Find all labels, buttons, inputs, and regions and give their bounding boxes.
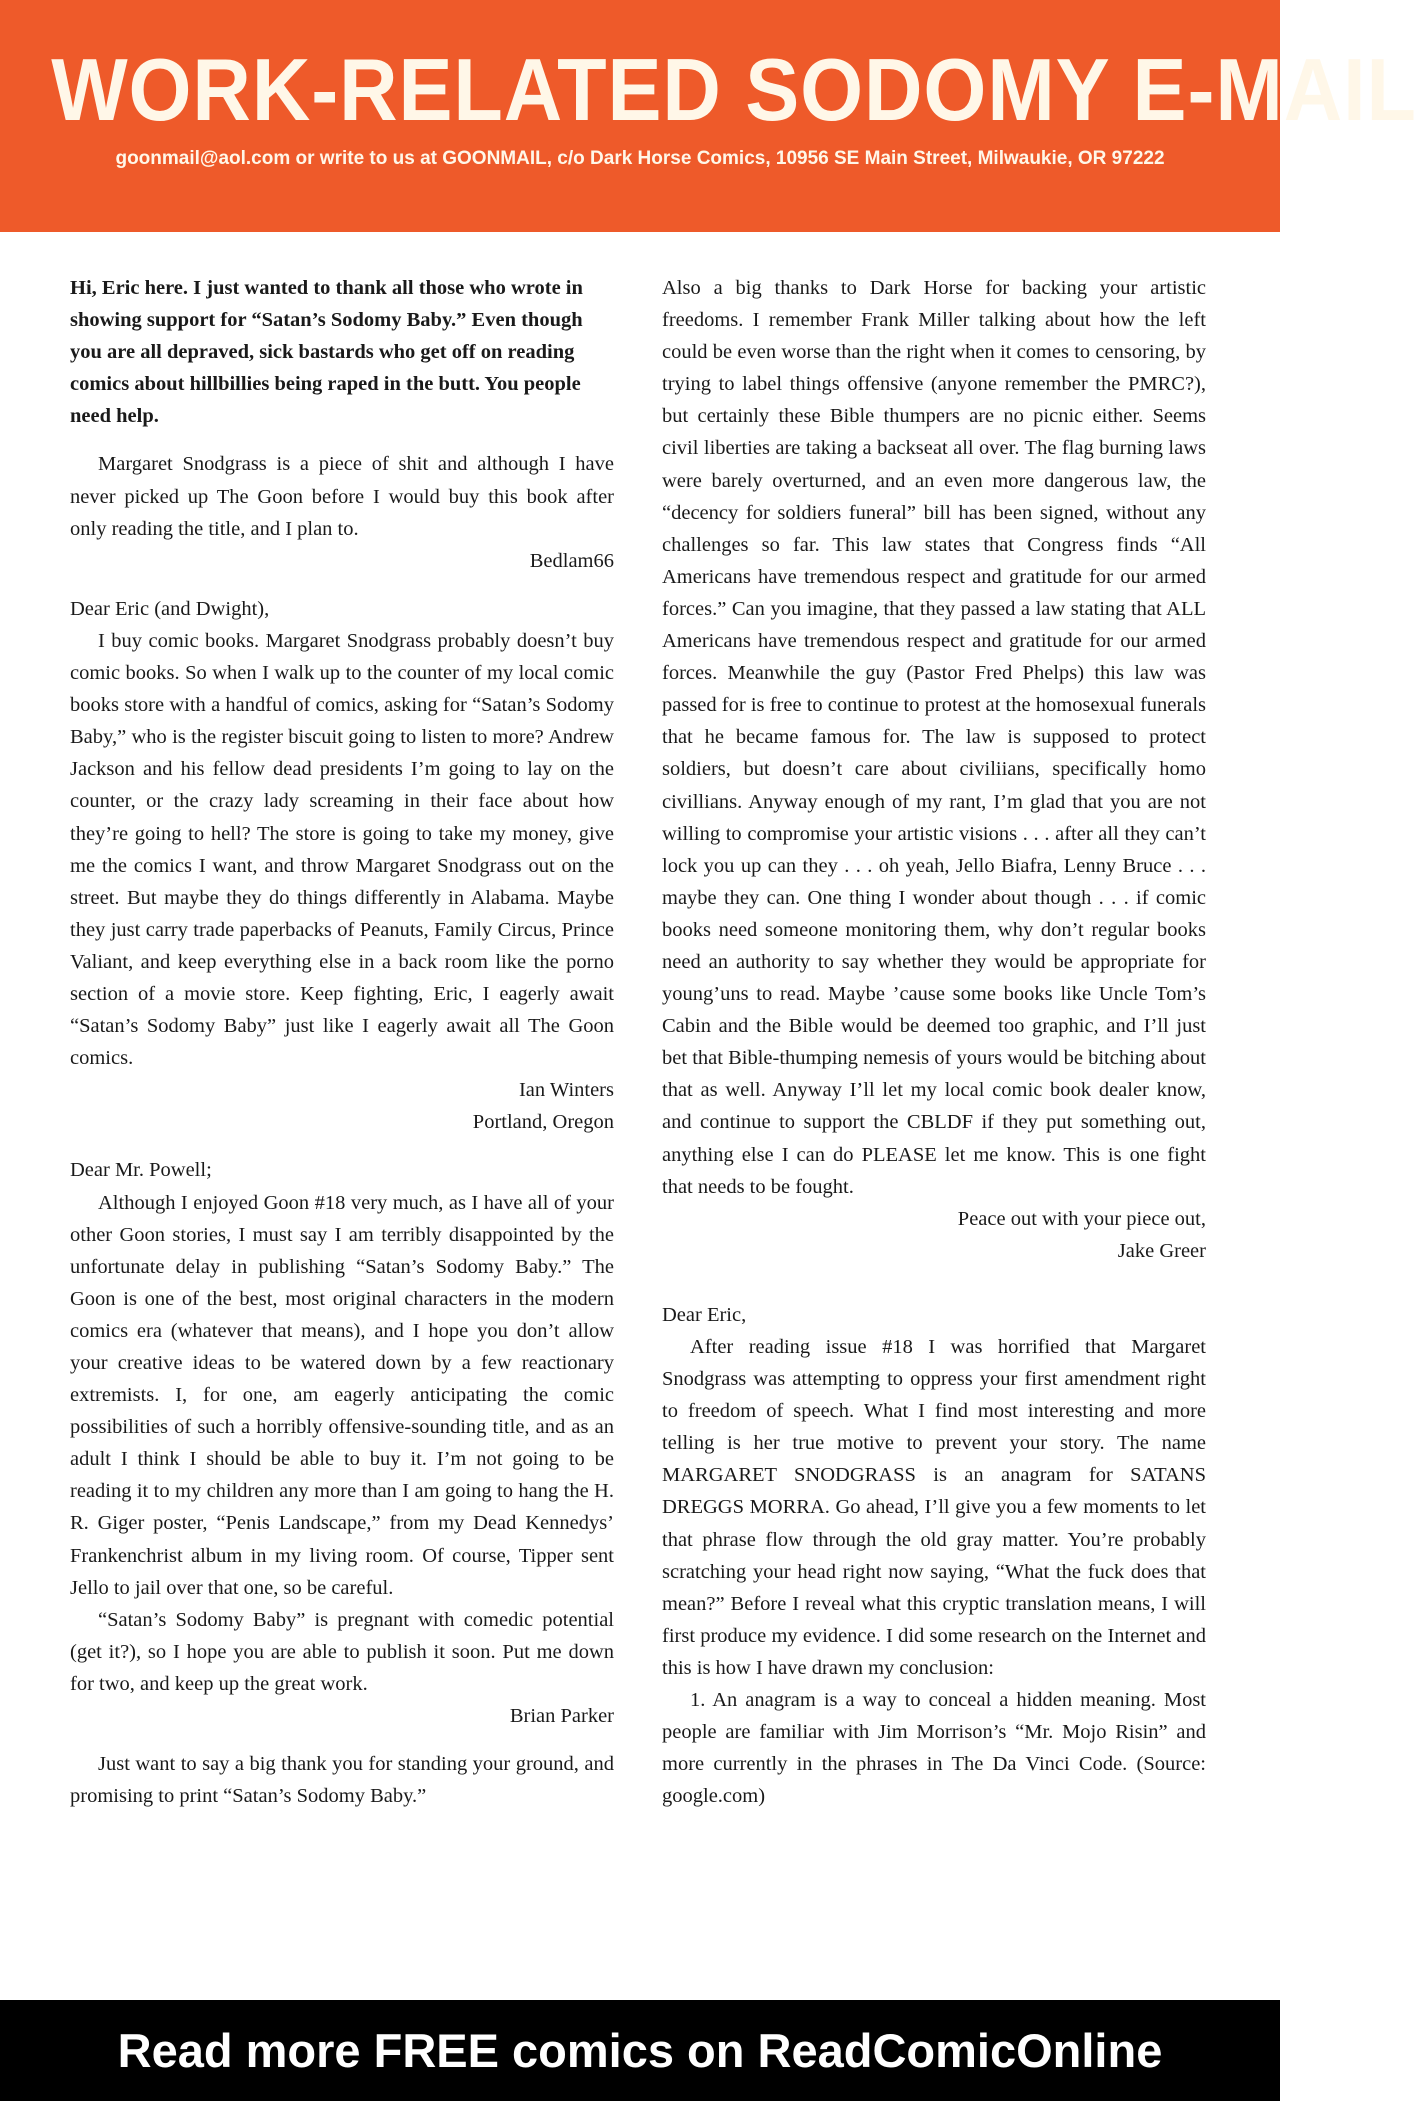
letter-signature: Bedlam66 <box>529 549 614 572</box>
letter-signoff: Peace out with your piece out, <box>957 1207 1206 1230</box>
right-column <box>662 272 1206 1812</box>
letter-body: Just want to say a big thank you for standing your ground, and promising to print “Satan’s Sodomy Baby.” <box>70 1753 614 1808</box>
letter-greeting: Dear Eric, <box>662 1303 747 1326</box>
letters-header <box>0 0 1417 232</box>
editor-intro: Hi, Eric here. I just wanted to thank all those who wrote in showing support for “Satan’s Sodomy Baby.” Even though you are all depraved, sick bastards who get off on reading comics about hillbillies being raped in the butt. You people need help. <box>70 277 583 428</box>
letter-signature: Jake Greer <box>1117 1239 1206 1262</box>
left-column <box>70 272 614 1812</box>
letter-signature: Ian Winters <box>518 1079 614 1102</box>
letter-body: After reading issue #18 I was horrified that Margaret Snodgrass was attempting to oppress your first amendment right to freedom of speech. What I find most interesting and more telling is her true motive to prevent your story. The name MARGARET SNODGRASS is an anagram for SATANS DREGGS MORRA. Go ahead, I’ll give you a few moments to let that phrase flow through the old gray matter. You’re probably scratching your head right now saying, “What the fuck does that mean?” Before I reveal what this cryptic translation means, I will first produce my evidence. I did some research on the Internet and this is how I have drawn my conclusion: <box>662 1336 1206 1679</box>
letter-body: 1. An anagram is a way to conceal a hidden meaning. Most people are familiar with Jim Morrison’s “Mr. Mojo Risin” and more currently in the phrases in The Da Vinci Code. (Source: google.com) <box>662 1689 1206 1808</box>
contact-line: goonmail@aol.com or write to us at GOONMAIL, c/o Dark Horse Comics, 10956 SE Main Street, Milwaukie, OR 97222 <box>115 148 1165 169</box>
letter-body: Margaret Snodgrass is a piece of shit and although I have never picked up The Goon before I would buy this book after only reading the title, and I plan to. <box>70 453 614 540</box>
page-title: WORK-RELATED SODOMY E-MAIL <box>51 40 1417 139</box>
letter-location: Portland, Oregon <box>472 1111 614 1134</box>
promo-text[interactable]: Read more FREE comics on ReadComicOnline <box>117 2024 1163 2077</box>
letter-body: Although I enjoyed Goon #18 very much, as I have all of your other Goon stories, I must say I am terribly disappointed by the unfortunate delay in publishing “Satan’s Sodomy Baby.” The Goon is one of the best, most original characters in the modern comics era (whatever that means), and I hope you don’t allow your creative ideas to be watered down by a few reactionary extremists. I, for one, am eagerly anticipating the comic possibilities of such a horribly offensive-sounding title, and as an adult I think I should be able to buy it. I’m not going to be reading it to my children any more than I am going to hang the H. R. Giger poster, “Penis Landscape,” from my Dead Kennedys’ Frankenchrist album in my living room. Of course, Tipper sent Jello to jail over that one, so be careful. <box>70 1191 614 1599</box>
letter-greeting: Dear Eric (and Dwight), <box>70 597 270 620</box>
letter-body: “Satan’s Sodomy Baby” is pregnant with comedic potential (get it?), so I hope you are able to publish it soon. Put me down for two, and keep up the great work. <box>70 1608 614 1695</box>
letter-body: I buy comic books. Margaret Snodgrass probably doesn’t buy comic books. So when I walk up to the counter of my local comic books store with a handful of comics, asking for “Satan’s Sodomy Baby,” who is the register biscuit going to listen to more? Andrew Jackson and his fellow dead presidents I’m going to lay on the counter, or the crazy lady screaming in their face about how they’re going to hell? The store is going to take my money, give me the comics I want, and throw Margaret Snodgrass out on the street. But maybe they do things differently in Alabama. Maybe they just carry trade paperbacks of Peanuts, Family Circus, Prince Valiant, and keep everything else in a back room like the porno section of a movie store. Keep fighting, Eric, I eagerly await “Satan’s Sodomy Baby” just like I eagerly await all The Goon comics. <box>70 629 614 1070</box>
letter-greeting: Dear Mr. Powell; <box>70 1159 212 1182</box>
letter-signature: Brian Parker <box>509 1705 614 1728</box>
promo-banner[interactable] <box>0 2000 1280 2101</box>
letter-body: Also a big thanks to Dark Horse for backing your artistic freedoms. I remember Frank Miller talking about how the left could be even worse than the right when it comes to censoring, by trying to label things offensive (anyone remember the PMRC?), but certainly these Bible thumpers are no picnic either. Seems civil liberties are taking a backseat all over. The flag burning laws were barely overturned, and an even more dangerous law, the “decency for soldiers funeral” bill has been signed, without any challenges so far. This law states that Congress finds “All Americans have tremendous respect and gratitude for our armed forces.” Can you imagine, that they passed a law stating that ALL Americans have tremendous respect and gratitude for our armed forces. Meanwhile the guy (Pastor Fred Phelps) this law was passed for is free to continue to protest at the homosexual funerals that he became famous for. The law is supposed to protect soldiers, but doesn’t care about civiliians, specifically homo civillians. Anyway enough of my rant, I’m glad that you are not willing to compromise your artistic visions . . . after all they can’t lock you up can they . . . oh yeah, Jello Biafra, Lenny Bruce . . . maybe they can. One thing I wonder about though . . . if comic books need someone monitoring them, why don’t regular books need an authority to say whether they would be appropriate for young’uns to read. Maybe ’cause some books like Uncle Tom’s Cabin and the Bible would be deemed too graphic, and I’ll just bet that Bible-thumping nemesis of yours would be bitching about that as well. Anyway I’ll let my local comic book dealer know, and continue to support the CBLDF if they put something out, anything else I can do PLEASE let me know. This is one fight that needs to be fought. <box>662 277 1206 1198</box>
